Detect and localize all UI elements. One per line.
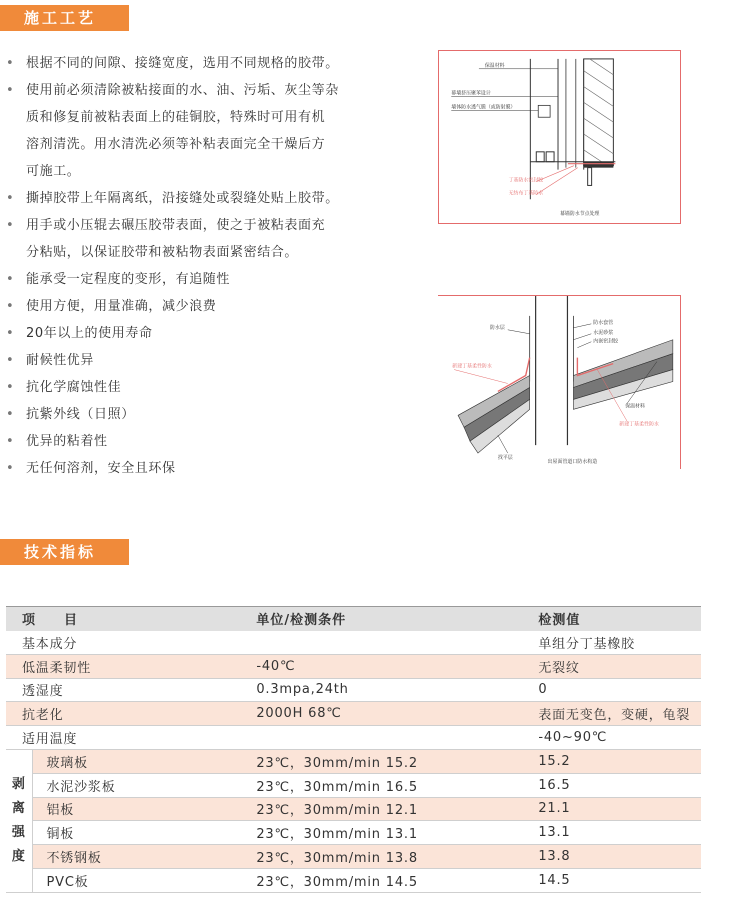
- table-row: [6, 845, 701, 869]
- table-row: [6, 868, 701, 892]
- table-row: [6, 749, 701, 773]
- diag2-label-5: 保温材料: [625, 403, 645, 410]
- bullet-item: [6, 347, 426, 374]
- cell-item: 玻璃板: [32, 749, 252, 773]
- table-row: [6, 797, 701, 821]
- peel-group-char: 离: [11, 800, 26, 816]
- pipe-outlet-drawing: [438, 296, 680, 469]
- cell-condition: 23℃，30mm/min 13.1: [252, 821, 534, 845]
- bullet-item: [6, 293, 426, 320]
- bullet-line: 使用前必须清除被粘接面的水、油、污垢、灰尘等杂: [26, 83, 339, 98]
- cell-value: 15.2: [534, 749, 701, 773]
- cell-value: 13.1: [534, 821, 701, 845]
- table-row: [6, 773, 701, 797]
- cell-value: -40~90℃: [534, 726, 701, 750]
- pipe-outlet-diagram: [438, 295, 681, 469]
- bullet-dot-icon: •: [6, 407, 15, 422]
- cell-value: 14.5: [534, 868, 701, 892]
- diag1-label-2: 墙体防水透气膜（或防射膜）: [451, 104, 516, 111]
- cell-condition: 23℃，30mm/min 16.5: [252, 773, 534, 797]
- diag1-label-3: 丁基防水密封胶: [508, 177, 544, 184]
- table-row: [6, 631, 701, 655]
- diag2-label-2: 水泥砂浆: [593, 329, 614, 336]
- peel-group-char: 度: [11, 848, 26, 864]
- table-row: [6, 726, 701, 750]
- cell-item: 不锈钢板: [32, 845, 252, 869]
- curtain-wall-diagram: [438, 50, 681, 224]
- cell-item: PVC板: [32, 868, 252, 892]
- bullet-line: 抗化学腐蚀性佳: [26, 380, 122, 395]
- bullet-item: [6, 374, 426, 401]
- bullet-line: 抗紫外线（日照）: [26, 407, 135, 422]
- cell-item: 低温柔韧性: [6, 654, 252, 678]
- bullet-item: [6, 266, 426, 293]
- diag2-label-1: 防水套管: [593, 319, 614, 326]
- bullet-line: 溶剂清洗。用水清洗必须等补粘表面完全干燥后方: [26, 137, 326, 152]
- cell-condition: 23℃，30mm/min 14.5: [252, 868, 534, 892]
- cell-condition: [252, 726, 534, 750]
- section-title-tech-specs: 技术指标: [0, 539, 129, 565]
- bullet-item: [6, 455, 426, 482]
- cell-value: 无裂纹: [534, 654, 701, 678]
- bullet-item: [6, 320, 426, 347]
- cell-item: 铜板: [32, 821, 252, 845]
- bullet-dot-icon: •: [6, 353, 15, 368]
- cell-value: 单组分丁基橡胶: [534, 631, 701, 655]
- diag2-label-6: 新建丁基柔性防水: [619, 421, 659, 428]
- peel-group-char: 强: [11, 824, 26, 840]
- bullet-dot-icon: •: [6, 434, 15, 449]
- table-row: [6, 821, 701, 845]
- bullet-item: [6, 77, 426, 185]
- bullet-item: [6, 185, 426, 212]
- cell-item: 铝板: [32, 797, 252, 821]
- section-title-construction: 施工工艺: [0, 5, 129, 31]
- cell-condition: 0.3mpa,24th: [252, 678, 534, 702]
- cell-condition: 2000H 68℃: [252, 702, 534, 726]
- bullet-line: 无任何溶剂，安全且环保: [26, 461, 176, 476]
- bullet-dot-icon: •: [6, 218, 15, 233]
- header-condition: 单位/检测条件: [252, 607, 534, 631]
- header-value: 检测值: [534, 607, 701, 631]
- cell-item: 抗老化: [6, 702, 252, 726]
- bullet-dot-icon: •: [6, 380, 15, 395]
- construction-bullet-list: [6, 50, 426, 482]
- bullet-dot-icon: •: [6, 56, 15, 71]
- bullet-line: 质和修复前被粘表面上的硅铜胶，特殊时可用有机: [26, 110, 326, 125]
- tech-spec-table: [6, 606, 701, 893]
- cell-value: 13.8: [534, 845, 701, 869]
- table-header-row: [6, 607, 701, 631]
- cell-value: 21.1: [534, 797, 701, 821]
- cell-condition: [252, 631, 534, 655]
- bullet-line: 耐候性优异: [26, 353, 95, 368]
- diag2-label-3: 内嵌密封胶: [593, 338, 619, 345]
- header-item: 项 目: [6, 607, 252, 631]
- bullet-line: 能承受一定程度的变形，有追随性: [26, 272, 231, 287]
- bullet-line: 使用方便，用量准确，减少浪费: [26, 299, 217, 314]
- table-row: [6, 702, 701, 726]
- diag1-label-1: 幕墙挤压聚苯设计: [451, 90, 491, 97]
- bullet-dot-icon: •: [6, 299, 15, 314]
- bullet-item: [6, 212, 426, 266]
- diag1-caption: 幕墙防水节点处理: [559, 211, 600, 218]
- cell-value: 0: [534, 678, 701, 702]
- diag1-label-4: 无纺布丁基防水: [508, 190, 544, 197]
- diag2-label-0: 防水层: [489, 324, 505, 331]
- peel-group-char: 剥: [11, 776, 26, 792]
- peel-strength-group: [6, 749, 32, 892]
- cell-condition: 23℃，30mm/min 15.2: [252, 749, 534, 773]
- bullet-line: 分粘贴，以保证胶带和被粘物表面紧密结合。: [26, 245, 299, 260]
- cell-item: 透湿度: [6, 678, 252, 702]
- cell-value: 16.5: [534, 773, 701, 797]
- curtain-wall-drawing: [439, 51, 680, 223]
- bullet-dot-icon: •: [6, 461, 15, 476]
- bullet-line: 可施工。: [26, 164, 81, 179]
- table-row: [6, 654, 701, 678]
- cell-condition: 23℃，30mm/min 13.8: [252, 845, 534, 869]
- bullet-dot-icon: •: [6, 83, 15, 98]
- bullet-item: [6, 428, 426, 455]
- bullet-line: 撕掉胶带上年隔离纸，沿接缝处或裂缝处贴上胶带。: [26, 191, 339, 206]
- bullet-item: [6, 401, 426, 428]
- bullet-line: 根据不同的间隙、接缝宽度，选用不同规格的胶带。: [26, 56, 339, 71]
- table-row: [6, 678, 701, 702]
- diag1-label-0: 保温材料: [484, 62, 505, 69]
- cell-condition: -40℃: [252, 654, 534, 678]
- cell-condition: 23℃，30mm/min 12.1: [252, 797, 534, 821]
- diag2-label-4: 新建丁基柔性防水: [452, 363, 492, 370]
- tech-spec-body: [6, 631, 701, 893]
- diag2-label-7: 找平层: [497, 455, 513, 462]
- bullet-dot-icon: •: [6, 191, 15, 206]
- bullet-dot-icon: •: [6, 326, 15, 341]
- diag2-caption: 出屋面管道口防水构造: [547, 459, 598, 466]
- bullet-dot-icon: •: [6, 272, 15, 287]
- bullet-line: 优异的粘着性: [26, 434, 108, 449]
- cell-item: 水泥沙浆板: [32, 773, 252, 797]
- cell-item: 适用温度: [6, 726, 252, 750]
- bullet-line: 用手或小压辊去碾压胶带表面，使之于被粘表面充: [26, 218, 326, 233]
- cell-value: 表面无变色，变硬，龟裂: [534, 702, 701, 726]
- bullet-line: 20年以上的使用寿命: [26, 326, 153, 341]
- cell-item: 基本成分: [6, 631, 252, 655]
- bullet-item: [6, 50, 426, 77]
